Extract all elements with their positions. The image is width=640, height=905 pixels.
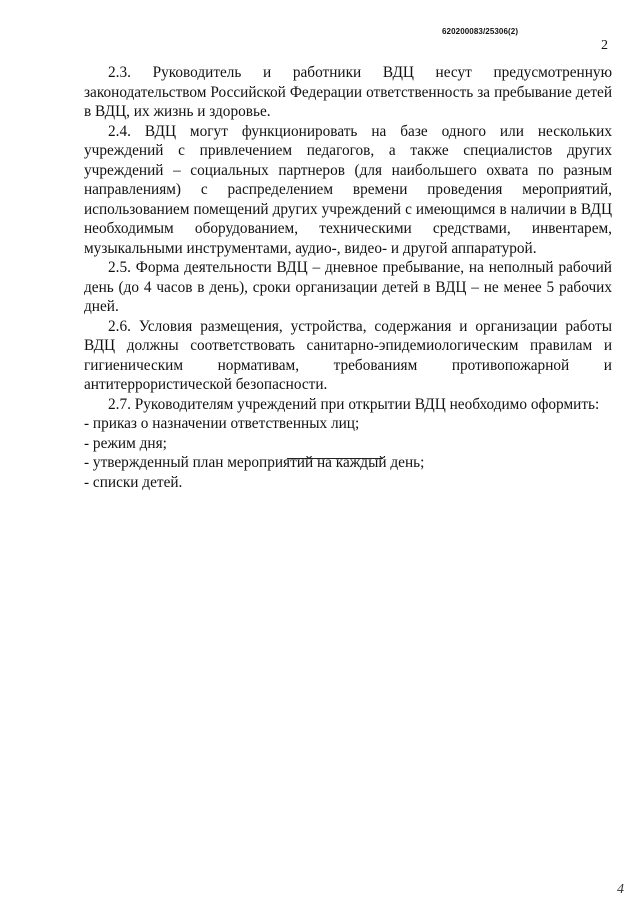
paragraph-2-6: 2.6. Условия размещения, устройства, содержания и организации работы ВДЦ должны соответствовать санитарно-эпидемиологическим правилам и гигиеническим нормативам, требованиям противопожарной и антитеррористической безопасности. <box>84 317 612 393</box>
paragraph-2-5: 2.5. Форма деятельности ВДЦ – дневное пребывание, на неполный рабочий день (до 4 часов в день), сроки организации детей в ВДЦ – не менее 5 рабочих дней. <box>84 259 612 315</box>
list-item: - утвержденный план мероприятий на каждый день; <box>84 454 425 471</box>
paragraph-2-7: 2.7. Руководителям учреждений при открытии ВДЦ необходимо оформить: <box>108 395 600 413</box>
page-number: 2 <box>601 38 608 53</box>
paragraph-2-4: 2.4. ВДЦ могут функционировать на базе одного или нескольких учреждений с привлечением педагогов, а также специалистов других учреждений – социальных партнеров (для наибольшего охвата по разным направлениям) с распределением времени проведения мероприятий, использованием помещений других учреждений с имеющимся в наличии в ВДЦ необходимым оборудованием, техническими средствами, инвентарем, музыкальными инструментами, аудио-, видео- и другой аппаратурой. <box>84 122 612 257</box>
end-divider-line <box>287 458 383 459</box>
paragraph-2-3: 2.3. Руководитель и работники ВДЦ несут предусмотренную законодательством Российской Федерации ответственность за пребывание детей в ВДЦ, их жизнь и здоровье. <box>84 64 612 120</box>
list-item: - приказ о назначении ответственных лиц; <box>84 415 360 432</box>
list-item: - режим дня; <box>84 434 167 452</box>
handwritten-page-mark: 4 <box>617 882 624 897</box>
document-id: 620200083/25306(2) <box>442 27 519 36</box>
list-item: - списки детей. <box>84 473 183 491</box>
document-body <box>84 63 612 492</box>
